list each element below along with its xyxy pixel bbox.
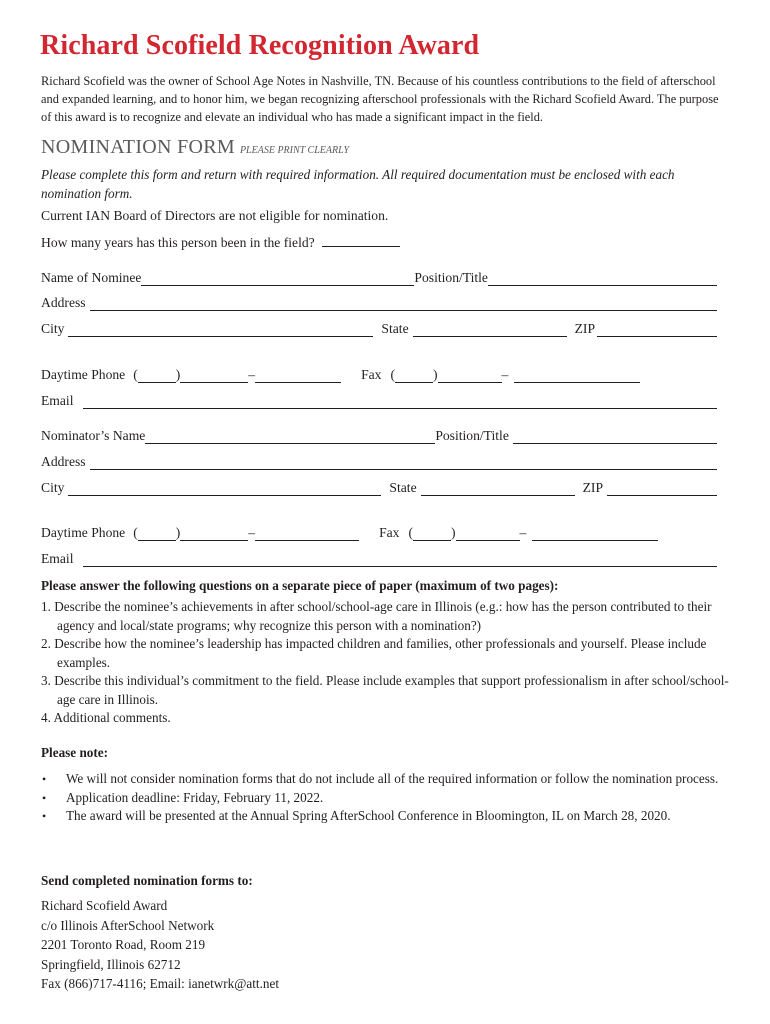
form-title: NOMINATION FORM bbox=[41, 136, 235, 158]
eligibility-note: Current IAN Board of Directors are not eligible for nomination. bbox=[41, 208, 389, 223]
nominee-fax-number[interactable] bbox=[514, 368, 640, 383]
nominator-state-label: State bbox=[389, 480, 417, 495]
questions-heading: Please answer the following questions on a separate piece of paper (maximum of two pages): bbox=[41, 578, 559, 593]
nominator-address-row bbox=[41, 452, 717, 470]
nominee-email-label: Email bbox=[41, 393, 74, 408]
nominee-address-label: Address bbox=[41, 295, 86, 310]
question-item: 3. Describe this individual’s commitment to the field. Please include examples that support professionalism in after school/school-age care in Illinois. bbox=[41, 673, 729, 707]
nominee-email-field[interactable] bbox=[83, 394, 717, 409]
address-line: Fax (866)717-4116; Email: ianetwrk@att.net bbox=[41, 976, 279, 991]
nominee-fax-area[interactable] bbox=[395, 368, 433, 383]
nominee-zip-label: ZIP bbox=[574, 321, 595, 336]
nominator-fax-label: Fax bbox=[379, 525, 400, 540]
nominator-phone-prefix[interactable] bbox=[180, 526, 248, 541]
nominee-name-row bbox=[41, 268, 717, 286]
dash: – bbox=[248, 525, 256, 540]
nominator-state-field[interactable] bbox=[421, 481, 575, 496]
bullet-icon: • bbox=[42, 790, 47, 805]
paren-close: ) bbox=[432, 367, 438, 382]
note-text: Application deadline: Friday, February 11, 2022. bbox=[66, 789, 324, 805]
nominee-position-label: Position/Title bbox=[414, 270, 488, 285]
dash: – bbox=[248, 367, 256, 382]
nominee-phone-row bbox=[41, 365, 717, 383]
nominator-position-field[interactable] bbox=[513, 429, 717, 444]
dash: – bbox=[519, 525, 527, 540]
paren-close: ) bbox=[175, 367, 181, 382]
note-item bbox=[41, 807, 731, 826]
nominee-address-field[interactable] bbox=[90, 296, 717, 311]
nominator-address-label: Address bbox=[41, 454, 86, 469]
nominator-name-label: Nominator’s Name bbox=[41, 428, 146, 443]
paren-close: ) bbox=[175, 525, 181, 540]
nominator-email-label: Email bbox=[41, 551, 74, 566]
nominee-phone-prefix[interactable] bbox=[180, 368, 248, 383]
nominator-city-field[interactable] bbox=[68, 481, 381, 496]
notes-list bbox=[41, 770, 731, 826]
nominator-phone-area[interactable] bbox=[138, 526, 176, 541]
nominator-name-field[interactable] bbox=[145, 429, 435, 444]
nominee-state-field[interactable] bbox=[413, 322, 567, 337]
address-line: Richard Scofield Award bbox=[41, 898, 168, 913]
award-title: Richard Scofield Recognition Award bbox=[40, 30, 480, 61]
address-line: 2201 Toronto Road, Room 219 bbox=[41, 937, 206, 952]
question-item: 1. Describe the nominee’s achievements in after school/school-age care in Illinois (e.g.: how has the person contributed to their agency and local/state programs; why recognize this person with a nomination?) bbox=[41, 599, 712, 633]
nominator-position-label: Position/Title bbox=[435, 428, 509, 443]
paren-open: ( bbox=[133, 525, 138, 540]
bullet-icon: • bbox=[42, 809, 47, 823]
nominee-address-row bbox=[41, 293, 717, 311]
nominator-phone-row bbox=[41, 523, 717, 541]
nominee-city-label: City bbox=[41, 321, 65, 336]
send-to-heading: Send completed nomination forms to: bbox=[41, 873, 253, 888]
nominator-city-row bbox=[41, 478, 717, 496]
dash: – bbox=[501, 367, 509, 382]
paren-open: ( bbox=[390, 367, 395, 382]
award-intro: Richard Scofield was the owner of School Age Notes in Nashville, TN. Because of his countless contributions to the field of afterschool and expanded learning, and to honor him, we began recognizing afterschool professionals with the Richard Scofield Award. The purpose of this award is to recognize and elevate an individual who has made a significant impact in the field. bbox=[41, 74, 719, 124]
nominator-zip-field[interactable] bbox=[607, 481, 717, 496]
address-line: c/o Illinois AfterSchool Network bbox=[41, 917, 215, 933]
nominee-state-label: State bbox=[381, 321, 409, 336]
note-text: We will not consider nomination forms that do not include all of the required information or follow the nomination process. bbox=[66, 771, 719, 786]
address-line: Springfield, Illinois 62712 bbox=[41, 956, 181, 972]
paren-open: ( bbox=[408, 525, 413, 540]
nominee-name-field[interactable] bbox=[141, 271, 414, 286]
nominee-city-field[interactable] bbox=[68, 322, 373, 337]
nominator-phone-label: Daytime Phone bbox=[41, 525, 126, 540]
nominee-phone-area[interactable] bbox=[138, 368, 176, 383]
questions-list bbox=[41, 598, 731, 728]
nominator-fax-number[interactable] bbox=[532, 526, 658, 541]
nominator-address-field[interactable] bbox=[90, 455, 717, 470]
paren-open: ( bbox=[133, 367, 138, 382]
nominee-fax-prefix[interactable] bbox=[438, 368, 502, 383]
nominator-fax-area[interactable] bbox=[413, 526, 451, 541]
notes-heading: Please note: bbox=[41, 745, 109, 760]
bullet-icon: • bbox=[42, 772, 47, 786]
nominator-email-row bbox=[41, 549, 717, 567]
question-item: 2. Describe how the nominee’s leadership has impacted children and families, other professionals and yourself. Please include examples. bbox=[41, 636, 707, 670]
nominator-phone-number[interactable] bbox=[255, 526, 359, 541]
form-heading bbox=[41, 136, 349, 159]
nominee-email-row bbox=[41, 391, 717, 409]
nominator-zip-label: ZIP bbox=[582, 480, 603, 495]
nominee-zip-field[interactable] bbox=[597, 322, 717, 337]
nominee-name-label: Name of Nominee bbox=[41, 270, 142, 285]
nominee-phone-number[interactable] bbox=[255, 368, 341, 383]
note-item bbox=[41, 770, 731, 789]
nominee-phone-label: Daytime Phone bbox=[41, 367, 126, 382]
nominator-name-row bbox=[41, 426, 717, 444]
note-item bbox=[41, 789, 731, 808]
nominator-fax-prefix[interactable] bbox=[456, 526, 520, 541]
mailing-address bbox=[41, 896, 279, 994]
nominee-city-row bbox=[41, 319, 717, 337]
paren-close: ) bbox=[450, 525, 456, 540]
nominee-position-field[interactable] bbox=[488, 271, 717, 286]
nominator-email-field[interactable] bbox=[83, 552, 717, 567]
nominator-city-label: City bbox=[41, 480, 65, 495]
form-instructions: Please complete this form and return with required information. All required documentation must be enclosed with each nomination form. bbox=[41, 167, 675, 201]
question-item: 4. Additional comments. bbox=[41, 710, 171, 725]
years-question: How many years has this person been in the field? bbox=[41, 235, 315, 250]
years-field[interactable] bbox=[322, 233, 400, 247]
form-subtitle: PLEASE PRINT CLEARLY bbox=[239, 145, 350, 156]
years-question-row bbox=[41, 233, 400, 251]
nominee-fax-label: Fax bbox=[361, 367, 382, 382]
note-text: The award will be presented at the Annual Spring AfterSchool Conference in Bloomington, IL on March 28, 2020. bbox=[66, 808, 671, 823]
